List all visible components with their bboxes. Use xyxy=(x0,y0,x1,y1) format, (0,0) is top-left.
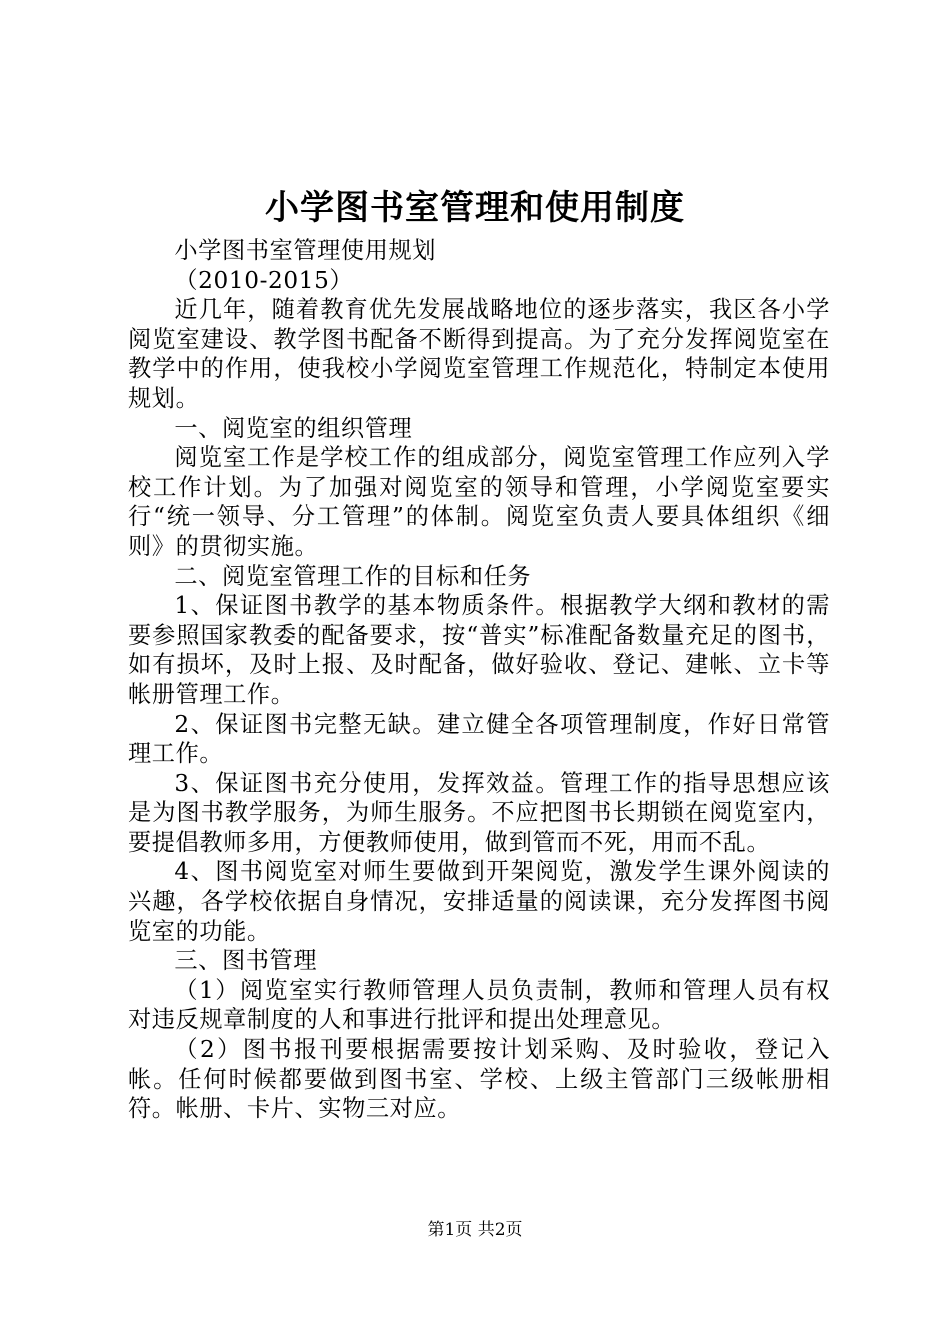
section-heading-2: 二、阅览室管理工作的目标和任务 xyxy=(174,562,532,590)
page-number: 第1页 共2页 xyxy=(427,1220,523,1240)
date-range: （2010-2015） xyxy=(174,266,354,294)
list-item: （2）图书报刊要根据需要按计划采购、及时验收，登记入帐。任何时候都要做到图书室、学校、上级主管部门三级帐册相符。帐册、卡片、实物三对应。 xyxy=(128,1036,830,1123)
subtitle: 小学图书室管理使用规划 xyxy=(174,237,437,264)
document-body xyxy=(128,236,830,1124)
section-heading-3: 三、图书管理 xyxy=(174,947,318,975)
list-item: 1、保证图书教学的基本物质条件。根据教学大纲和教材的需要参照国家教委的配备要求，按“普实”标准配备数量充足的图书，如有损坏，及时上报、及时配备，做好验收、登记、建帐、立卡等帐册管理工作。 xyxy=(128,592,830,708)
list-item: （1）阅览室实行教师管理人员负责制，教师和管理人员有权对违反规章制度的人和事进行批评和提出处理意见。 xyxy=(128,976,830,1034)
list-item: 2、保证图书完整无缺。建立健全各项管理制度，作好日常管理工作。 xyxy=(128,710,830,768)
document-title: 小学图书室管理和使用制度 xyxy=(265,188,685,228)
paragraph: 阅览室工作是学校工作的组成部分，阅览室管理工作应列入学校工作计划。为了加强对阅览室的领导和管理，小学阅览室要实行“统一领导、分工管理”的体制。阅览室负责人要具体组织《细则》的贯彻实施。 xyxy=(128,444,830,560)
intro-paragraph: 近几年，随着教育优先发展战略地位的逐步落实，我区各小学阅览室建设、教学图书配备不断得到提高。为了充分发挥阅览室在教学中的作用，使我校小学阅览室管理工作规范化，特制定本使用规划。 xyxy=(128,296,830,412)
section-heading-1: 一、阅览室的组织管理 xyxy=(174,414,413,442)
list-item: 4、图书阅览室对师生要做到开架阅览，激发学生课外阅读的兴趣，各学校依据自身情况，安排适量的阅读课，充分发挥图书阅览室的功能。 xyxy=(128,858,830,945)
list-item: 3、保证图书充分使用，发挥效益。管理工作的指导思想应该是为图书教学服务，为师生服务。不应把图书长期锁在阅览室内，要提倡教师多用，方便教师使用，做到管而不死，用而不乱。 xyxy=(128,769,830,856)
